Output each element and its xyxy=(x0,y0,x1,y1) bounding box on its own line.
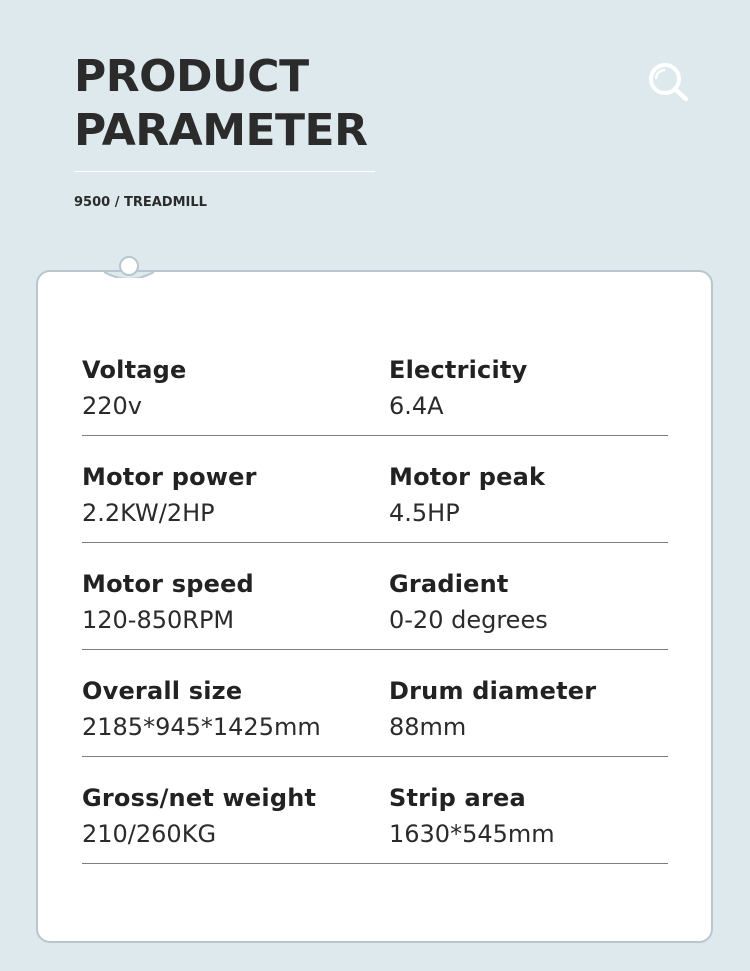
parameter-value: 2.2KW/2HP xyxy=(82,499,215,527)
parameter-value: 0-20 degrees xyxy=(389,606,548,634)
parameter-value: 88mm xyxy=(389,713,467,741)
parameter-label: Gross/net weight xyxy=(82,784,317,812)
parameter-label: Drum diameter xyxy=(389,677,597,705)
parameter-row xyxy=(82,544,668,650)
parameter-value: 4.5HP xyxy=(389,499,460,527)
parameter-value: 210/260KG xyxy=(82,820,217,848)
parameter-table xyxy=(82,330,668,864)
title-line-2: PARAMETER xyxy=(74,105,368,156)
search-icon[interactable] xyxy=(646,61,690,101)
parameter-value: 6.4A xyxy=(389,392,444,420)
product-subtitle: 9500 / TREADMILL xyxy=(74,195,207,210)
parameter-row xyxy=(82,758,668,864)
parameter-cell xyxy=(389,758,668,863)
parameter-label: Motor speed xyxy=(82,570,254,598)
title-divider xyxy=(74,171,375,172)
parameter-cell xyxy=(389,651,668,756)
parameter-label: Overall size xyxy=(82,677,243,705)
parameter-value: 220v xyxy=(82,392,143,420)
parameter-label: Gradient xyxy=(389,570,509,598)
parameter-cell xyxy=(389,544,668,649)
parameter-value: 120-850RPM xyxy=(82,606,235,634)
parameter-cell xyxy=(82,651,389,756)
parameter-row xyxy=(82,330,668,436)
parameter-row xyxy=(82,437,668,543)
card-tab-notch xyxy=(104,252,154,278)
parameter-cell xyxy=(82,437,389,542)
parameter-label: Electricity xyxy=(389,356,528,384)
parameter-label: Strip area xyxy=(389,784,526,812)
parameter-cell xyxy=(82,758,389,863)
parameter-cell xyxy=(82,544,389,649)
parameter-label: Voltage xyxy=(82,356,187,384)
page-title xyxy=(74,50,368,158)
parameter-label: Motor power xyxy=(82,463,257,491)
parameter-cell xyxy=(389,330,668,435)
parameter-row xyxy=(82,651,668,757)
parameter-cell xyxy=(82,330,389,435)
parameter-label: Motor peak xyxy=(389,463,546,491)
title-line-1: PRODUCT xyxy=(74,51,309,102)
parameter-value: 1630*545mm xyxy=(389,820,555,848)
parameter-value: 2185*945*1425mm xyxy=(82,713,321,741)
parameter-cell xyxy=(389,437,668,542)
